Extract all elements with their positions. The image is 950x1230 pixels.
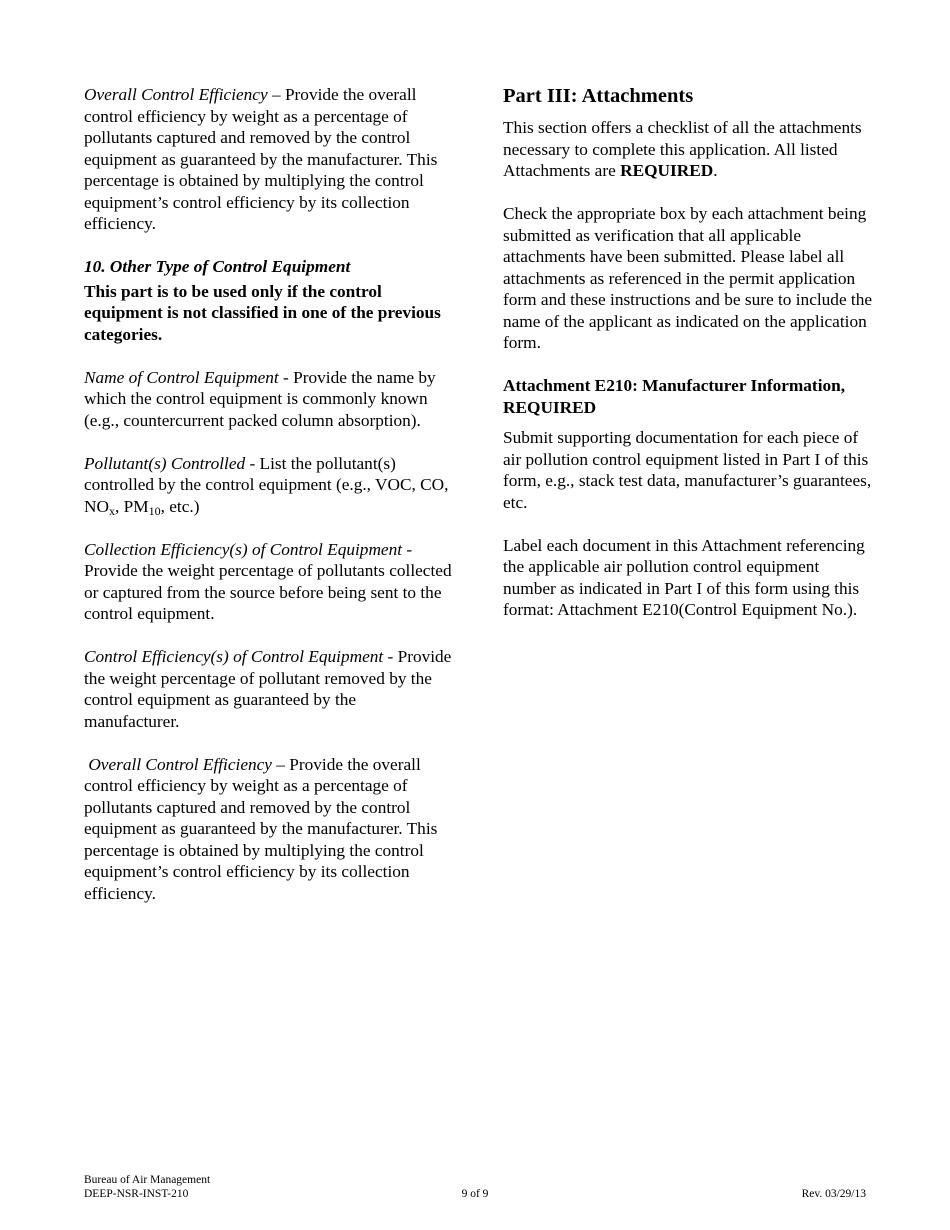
overall-control-efficiency-paragraph-2 <box>84 754 454 905</box>
term: Control Efficiency(s) of Control Equipment <box>84 647 384 666</box>
footer-org: Bureau of Air Management <box>84 1174 211 1186</box>
footer-page-number: 9 of 9 <box>461 1188 489 1200</box>
term: Collection Efficiency(s) of Control Equipment <box>84 539 403 559</box>
section-10-title: 10. Other Type of Control Equipment <box>84 257 351 276</box>
subscript-10: 10 <box>148 503 161 518</box>
required-emphasis: REQUIRED <box>620 161 714 180</box>
term: Name of Control Equipment <box>84 367 279 387</box>
collection-efficiency-paragraph <box>84 539 454 625</box>
description: Provide the name by which the control equipment is commonly known (e.g., countercurrent packed column absorption). <box>84 367 436 430</box>
description: Provide the overall control efficiency by weight as a percentage of pollutants captured and removed by the control equipment as guaranteed by the manufacturer. This percentage is obtained by multiplying the control equipment’s control efficiency by its collection efficiency. <box>84 85 438 233</box>
part-iii-heading: Part III: Attachments <box>503 85 694 107</box>
intro-text: This section offers a checklist of all the attachments necessary to complete this application. All listed Attachments are <box>503 118 862 180</box>
separator: – <box>271 754 290 774</box>
description-end: , etc.) <box>160 496 200 516</box>
description: Provide the weight percentage of pollutant removed by the control equipment as guaranteed by the manufacturer. <box>84 647 452 731</box>
separator: - <box>278 367 294 387</box>
footer-revision: Rev. 03/29/13 <box>801 1188 866 1200</box>
intro-end: . <box>713 161 718 180</box>
checklist-instructions: Check the appropriate box by each attachment being submitted as verification that all applicable attachments have been submitted. Please label all attachments as referenced in the permit application form and these instructions and be sure to include the name of the applicant as indicated on the application form. <box>503 204 873 352</box>
attachment-submit-instructions: Submit supporting documentation for each piece of air pollution control equipment listed in Part I of this form, e.g., stack test data, manufacturer’s guarantees, etc. <box>503 428 872 512</box>
control-efficiency-paragraph <box>84 646 454 732</box>
subscript-x: x <box>108 503 115 518</box>
part-iii-intro <box>503 117 875 182</box>
description: Provide the weight percentage of pollutants collected or captured from the source before being sent to the control equipment. <box>84 561 452 623</box>
name-of-control-equipment-paragraph <box>84 367 454 432</box>
pollutants-controlled-paragraph <box>84 453 454 518</box>
term: Overall Control Efficiency <box>84 85 268 104</box>
separator: - <box>245 453 260 473</box>
attachment-label-instructions: Label each document in this Attachment referencing the applicable air pollution control equipment number as indicated in Part I of this form using this format: Attachment E210(Control Equipment No.). <box>503 535 865 619</box>
description: List the pollutant(s) controlled by the control equipment (e.g., VOC, CO, NO <box>84 453 449 516</box>
right-column <box>503 84 875 642</box>
separator: - <box>402 539 413 559</box>
section-10-note: This part is to be used only if the control equipment is not classified in one of the previous categories. <box>84 281 441 344</box>
term: Pollutant(s) Controlled <box>84 453 246 473</box>
footer-doc-id: DEEP-NSR-INST-210 <box>84 1188 189 1200</box>
term: Overall Control Efficiency <box>88 754 272 774</box>
separator: - <box>383 647 398 666</box>
description-cont: , PM <box>114 496 149 516</box>
attachment-e210-heading: Attachment E210: Manufacturer Information, REQUIRED <box>503 376 846 417</box>
overall-control-efficiency-paragraph <box>84 84 454 235</box>
separator: – <box>267 85 285 104</box>
description: Provide the overall control efficiency by weight as a percentage of pollutants captured and removed by the control equipment as guaranteed by the manufacturer. This percentage is obtained by multiplying the control equipment’s control efficiency by its collection efficiency. <box>84 754 438 903</box>
left-column <box>84 84 454 926</box>
